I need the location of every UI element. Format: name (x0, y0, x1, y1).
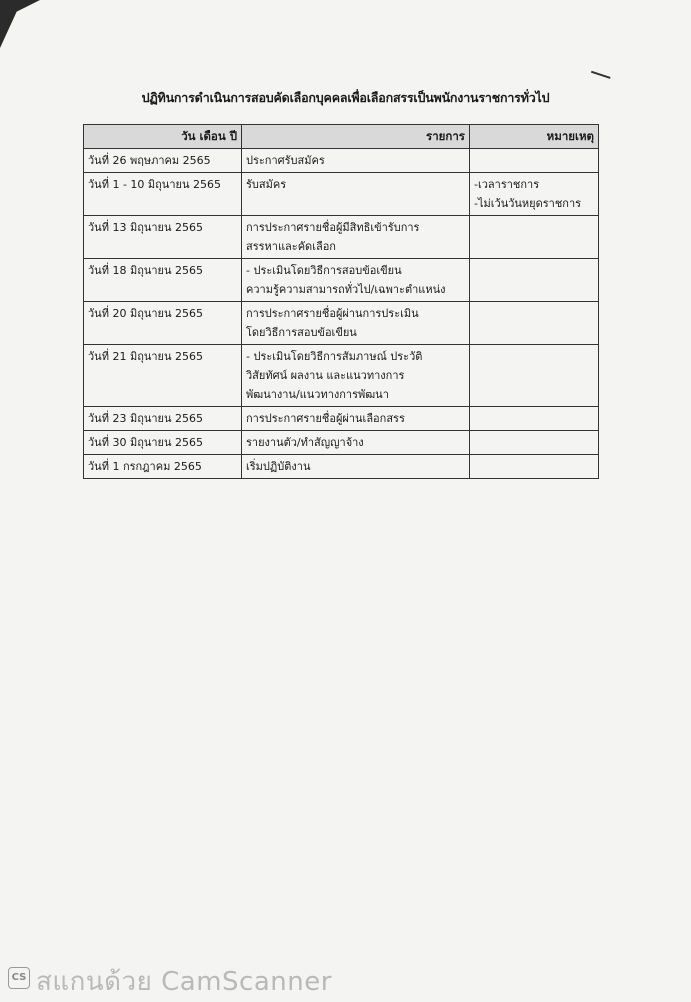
row-note (470, 431, 599, 455)
table-row (84, 216, 599, 259)
schedule-table (83, 124, 599, 479)
table-row (84, 431, 599, 455)
row-note (470, 149, 599, 173)
table-row (84, 455, 599, 479)
row-item: เริ่มปฏิบัติงาน (242, 455, 470, 479)
row-date: วันที่ 21 มิถุนายน 2565 (84, 345, 242, 407)
row-note (470, 407, 599, 431)
scan-corner-shadow-top (0, 0, 40, 20)
row-date: วันที่ 13 มิถุนายน 2565 (84, 216, 242, 259)
row-note (470, 302, 599, 345)
row-date: วันที่ 20 มิถุนายน 2565 (84, 302, 242, 345)
table-row (84, 302, 599, 345)
camscanner-logo-icon: CS (8, 967, 30, 989)
row-item: ประกาศรับสมัคร (242, 149, 470, 173)
column-header-date: วัน เดือน ปี (84, 125, 242, 149)
column-header-item: รายการ (242, 125, 470, 149)
row-item: การประกาศรายชื่อผู้ผ่านการประเมิน โดยวิธีการสอบข้อเขียน (242, 302, 470, 345)
table-row (84, 173, 599, 216)
row-item: รับสมัคร (242, 173, 470, 216)
row-item: การประกาศรายชื่อผู้มีสิทธิเข้ารับการ สรรหาและคัดเลือก (242, 216, 470, 259)
table-row (84, 407, 599, 431)
camscanner-watermark: สแกนด้วย CamScanner (36, 967, 332, 997)
row-note (470, 259, 599, 302)
column-header-note: หมายเหตุ (470, 125, 599, 149)
row-note: -เวลาราชการ -ไม่เว้นวันหยุดราชการ (470, 173, 599, 216)
pen-mark (591, 63, 613, 79)
table-row (84, 345, 599, 407)
table-row (84, 149, 599, 173)
row-date: วันที่ 23 มิถุนายน 2565 (84, 407, 242, 431)
row-note (470, 345, 599, 407)
table-row (84, 259, 599, 302)
row-date: วันที่ 30 มิถุนายน 2565 (84, 431, 242, 455)
row-item: - ประเมินโดยวิธีการสัมภาษณ์ ประวัติ วิสัยทัศน์ ผลงาน และแนวทางการ พัฒนางาน/แนวทางการพัฒนา (242, 345, 470, 407)
document-title: ปฏิทินการดำเนินการสอบคัดเลือกบุคคลเพื่อเลือกสรรเป็นพนักงานราชการทั่วไป (141, 90, 550, 105)
camscanner-footer (0, 957, 691, 1000)
row-date: วันที่ 26 พฤษภาคม 2565 (84, 149, 242, 173)
row-date: วันที่ 1 กรกฎาคม 2565 (84, 455, 242, 479)
row-date: วันที่ 1 - 10 มิถุนายน 2565 (84, 173, 242, 216)
row-item: รายงานตัว/ทำสัญญาจ้าง (242, 431, 470, 455)
row-note (470, 216, 599, 259)
row-date: วันที่ 18 มิถุนายน 2565 (84, 259, 242, 302)
row-note (470, 455, 599, 479)
table-header-row (84, 125, 599, 149)
row-item: - ประเมินโดยวิธีการสอบข้อเขียน ความรู้ความสามารถทั่วไป/เฉพาะตำแหน่ง (242, 259, 470, 302)
row-item: การประกาศรายชื่อผู้ผ่านเลือกสรร (242, 407, 470, 431)
